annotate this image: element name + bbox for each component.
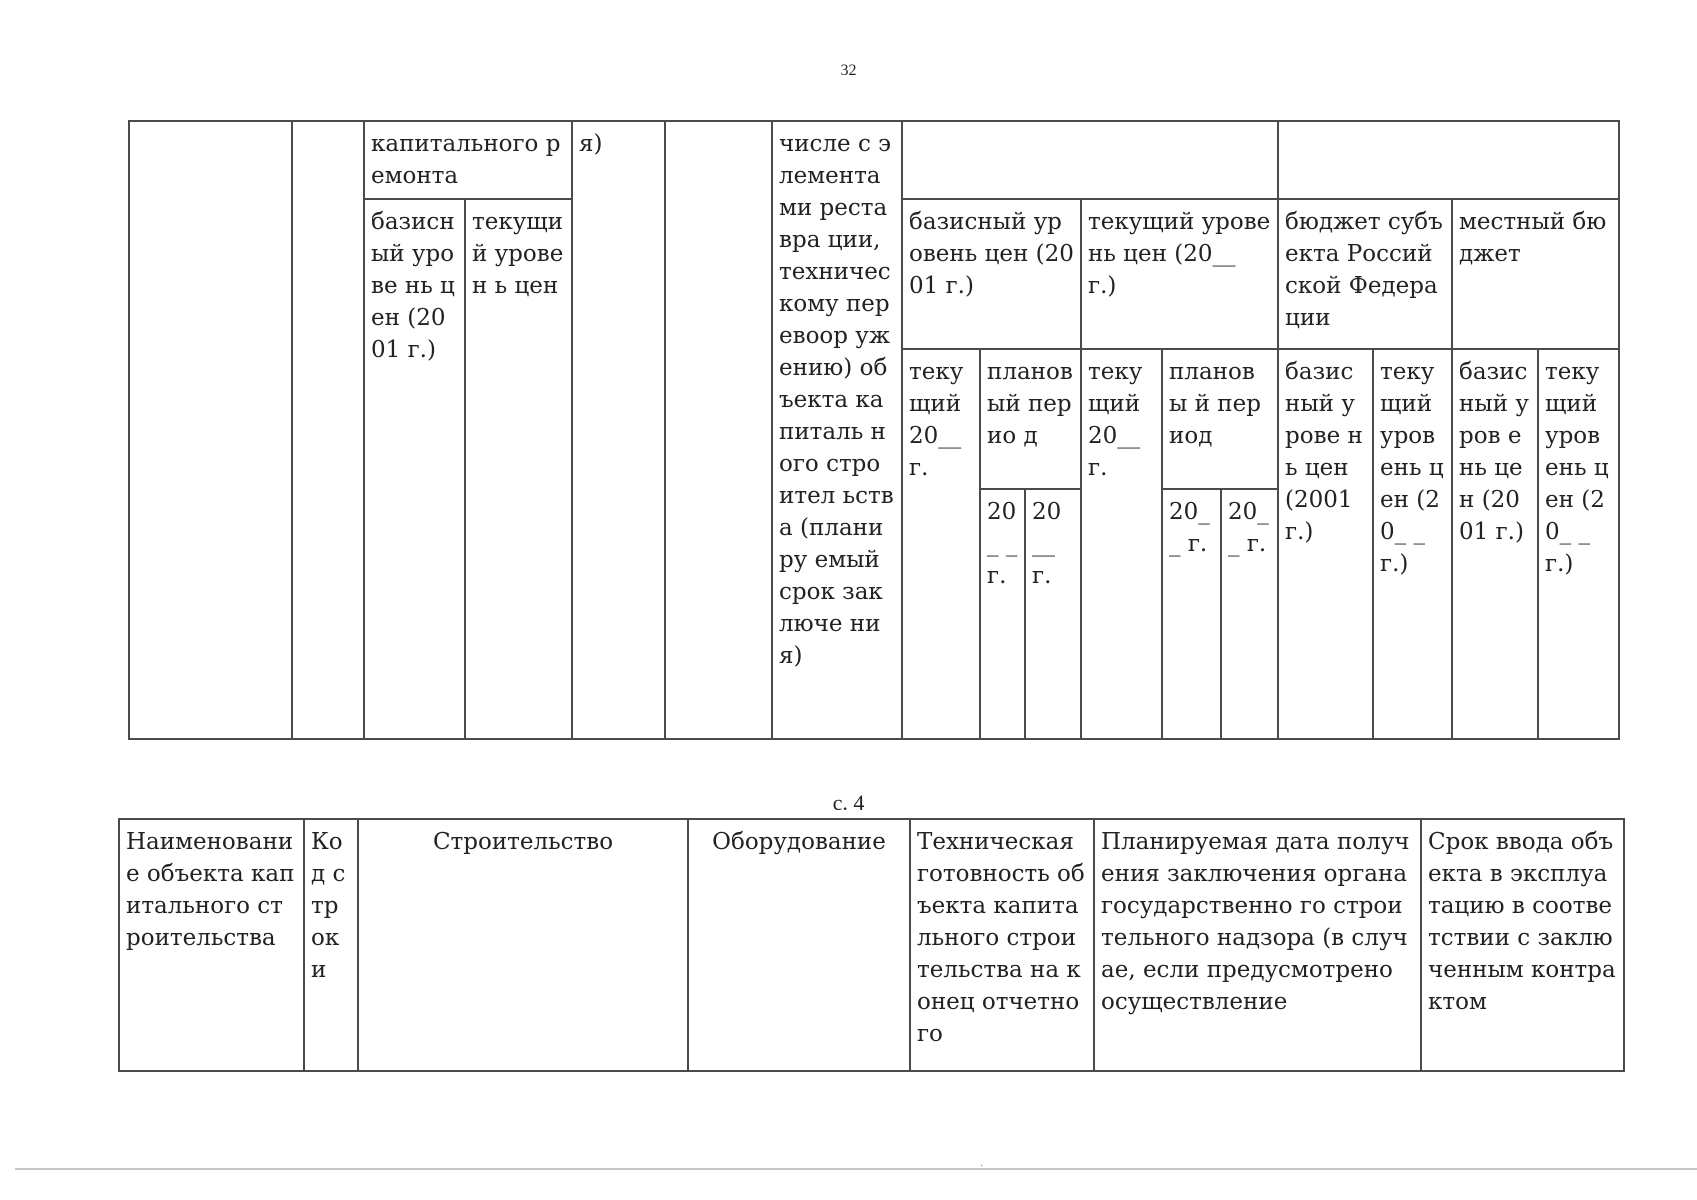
table-cell: теку щий 20__ г.: [1081, 349, 1162, 739]
header-name: Наименовани е объекта капитального строительства: [119, 819, 304, 1071]
page-bottom-rule: [15, 1168, 1697, 1170]
table-cell: 20_ _ г.: [1162, 489, 1221, 739]
table-cell: базис ный урове нь цен (2001 г.): [1278, 349, 1373, 739]
table-cell: базисный уровень цен (2001 г.): [902, 199, 1081, 349]
header-construction: Строительство: [358, 819, 688, 1071]
table-cell: бюджет субъекта Российской Федерации: [1278, 199, 1452, 349]
table-cell: теку щий уров ень цен (20_ _ г.): [1538, 349, 1619, 739]
table-cell: теку щий 20__ г.: [902, 349, 980, 739]
table-cell: базисн ый урове нь цен (2001 г.): [364, 199, 465, 739]
header-planned-date: Планируемая дата получения заключения органа государственно го строительного надзора (в случае, если предусмотрено осуществление: [1094, 819, 1421, 1071]
header-code: Ко д стр оки: [304, 819, 358, 1071]
table-cell: текущий уровень цен (20__ г.): [1081, 199, 1278, 349]
header-commissioning: Срок ввода объекта в эксплуатацию в соответствии с заключенным контрактом: [1421, 819, 1624, 1071]
table-cell: планов ый перио д: [980, 349, 1081, 489]
table-cell: теку щий уров ень цен (20_ _ г.): [1373, 349, 1452, 739]
table-cell: [902, 121, 1278, 199]
table-cell: 20 __ г.: [1025, 489, 1081, 739]
table-cell: [1278, 121, 1619, 199]
table-continuation: [128, 120, 1620, 740]
page-number: 32: [840, 62, 857, 79]
table-cell: [292, 121, 364, 739]
table-cell: местный бюджет: [1452, 199, 1619, 349]
table-cell: плановы й период: [1162, 349, 1278, 489]
section-label: с. 4: [832, 790, 865, 815]
table-section-4: [118, 818, 1625, 1072]
header-equipment: Оборудование: [688, 819, 910, 1071]
table-cell: [129, 121, 292, 739]
table-cell: 20_ _ г.: [1221, 489, 1278, 739]
table-cell: числе с элемента ми реставра ции, техничес кому перевоор ужению) объекта капиталь ного строител ьства (планиру емый срок заключе ния): [772, 121, 902, 739]
table-cell: 20 _ _ г.: [980, 489, 1025, 739]
scan-dot: .: [980, 1158, 984, 1169]
header-readiness: Техническая готовность объекта капитального строительства на конец отчетного: [910, 819, 1094, 1071]
table-cell: базис ный уров ень цен (2001 г.): [1452, 349, 1538, 739]
table-cell: капитального ремонта: [364, 121, 572, 199]
table-cell: [665, 121, 772, 739]
table-cell: текущи й уровен ь цен: [465, 199, 572, 739]
table-cell: я): [572, 121, 665, 739]
